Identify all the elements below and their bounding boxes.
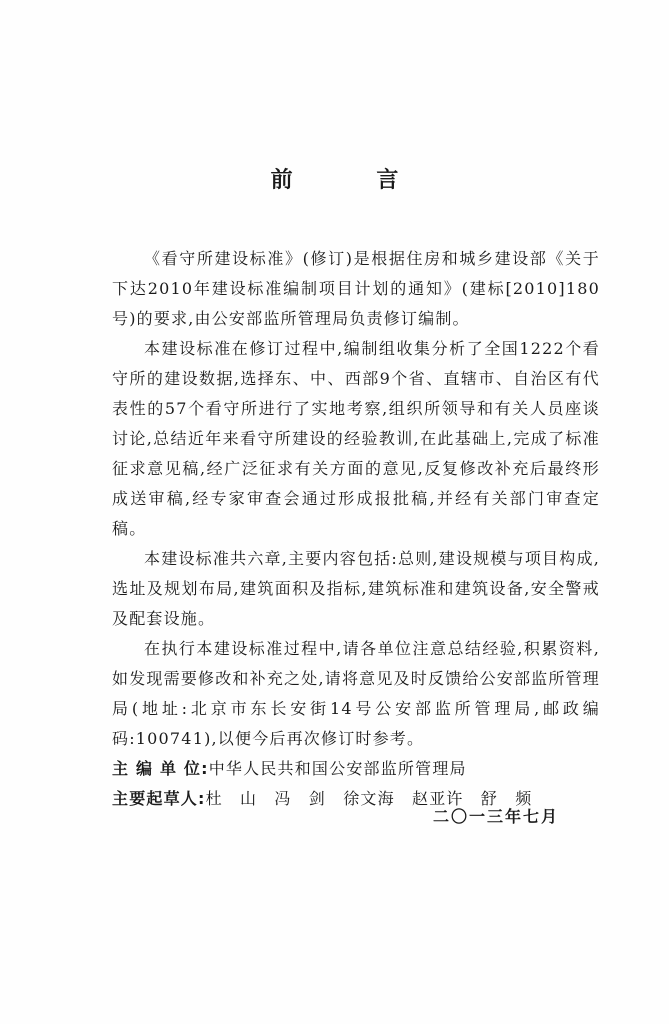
document-date: 二〇一三年七月 [432,807,559,826]
drafters-label: 主要起草人: [112,789,206,808]
paragraph-3: 本建设标准共六章,主要内容包括:总则,建设规模与项目构成,选址及规划布局,建筑面积及指标,建筑标准和建筑设备,安全警戒及配套设施。 [112,549,600,628]
page-title: 前 言 [270,168,437,193]
editor-line [112,754,600,784]
preface-body [112,244,600,814]
editor-value: 中华人民共和国公安部监所管理局 [208,759,467,778]
paragraph-4: 在执行本建设标准过程中,请各单位注意总结经验,积累资料,如发现需要修改和补充之处,请将意见及时反馈给公安部监所管理局(地址:北京市东长安街14号公安部监所管理局,邮政编码:100741),以便今后再次修订时参考。 [112,639,600,748]
editor-label: 主 编 单 位: [112,759,209,778]
paragraph-1: 《看守所建设标准》(修订)是根据住房和城乡建设部《关于下达2010年建设标准编制项目计划的通知》(建标[2010]180号)的要求,由公安部监所管理局负责修订编制。 [112,249,600,328]
drafters-value: 杜 山 冯 剑 徐文海 赵亚许 舒 频 [205,789,533,808]
paragraph-2: 本建设标准在修订过程中,编制组收集分析了全国1222个看守所的建设数据,选择东、中、西部9个省、直辖市、自治区有代表性的57个看守所进行了实地考察,组织所领导和有关人员座谈讨论,总结近年来看守所建设的经验教训,在此基础上,完成了标准征求意见稿,经广泛征求有关方面的意见,反复修改补充后最终形成送审稿,经专家审查会通过形成报批稿,并经有关部门审查定稿。 [112,339,600,538]
